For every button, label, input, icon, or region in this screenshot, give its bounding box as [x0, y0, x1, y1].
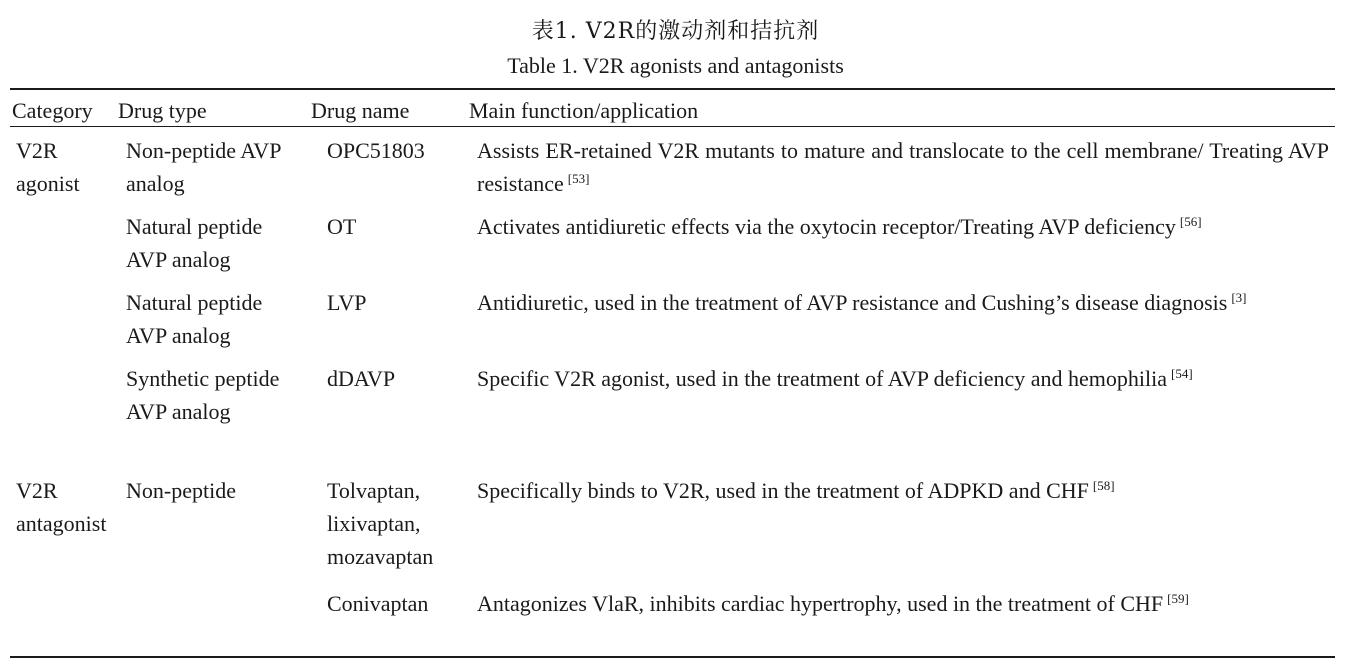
function-cell [477, 474, 1329, 507]
function-text: Specific V2R agonist, used in the treatment of AVP deficiency and hemophilia [477, 366, 1168, 391]
reference-citation: [3] [1231, 289, 1247, 305]
reference-citation: [56] [1179, 213, 1202, 229]
drug-name-cell: Conivaptan [327, 591, 429, 616]
drug-name-cell: dDAVP [327, 366, 396, 391]
header-drug-name: Drug name [311, 98, 410, 123]
table-top-rule [10, 88, 1335, 90]
function-cell [477, 362, 1329, 395]
drug-name-cell: Tolvaptan, lixivaptan, mozavaptan [327, 478, 434, 569]
function-text: Assists ER-retained V2R mutants to mature and translocate to the cell membrane/ Treating AVP resistance [477, 138, 1329, 196]
function-cell [477, 210, 1329, 243]
category-cell: V2R antagonist [16, 478, 107, 536]
category-cell: V2R agonist [16, 138, 80, 196]
drug-name-cell: LVP [327, 290, 367, 315]
reference-citation: [53] [567, 170, 590, 186]
drug-type-cell: Synthetic peptide AVP analog [126, 366, 280, 424]
drug-name-cell: OPC51803 [327, 138, 425, 163]
drug-type-cell: Non-peptide [126, 478, 236, 503]
function-text: Antagonizes VlaR, inhibits cardiac hypertrophy, used in the treatment of CHF [477, 591, 1164, 616]
reference-citation: [59] [1167, 590, 1189, 606]
table-bottom-rule [10, 656, 1335, 658]
reference-citation: [58] [1092, 477, 1115, 493]
drug-type-cell: Non-peptide AVP analog [126, 138, 281, 196]
drug-type-cell: Natural peptide AVP analog [126, 290, 263, 348]
function-text: Antidiuretic, used in the treatment of AVP resistance and Cushing’s disease diagnosis [477, 290, 1228, 315]
header-category: Category [12, 98, 93, 123]
header-main-function: Main function/application [469, 98, 699, 123]
function-cell [477, 286, 1337, 319]
function-text: Activates antidiuretic effects via the oxytocin receptor/Treating AVP deficiency [477, 214, 1176, 239]
table-caption-chinese: 表1. V2R的激动剂和拮抗剂 [531, 19, 820, 44]
function-text: Specifically binds to V2R, used in the treatment of ADPKD and CHF [477, 478, 1089, 503]
drug-type-cell: Natural peptide AVP analog [126, 214, 263, 272]
header-drug-type: Drug type [118, 98, 207, 123]
table-caption-english: Table 1. V2R agonists and antagonists [507, 53, 844, 78]
reference-citation: [54] [1171, 365, 1193, 381]
function-cell [477, 587, 1329, 620]
function-cell [477, 134, 1329, 200]
drug-name-cell: OT [327, 214, 357, 239]
